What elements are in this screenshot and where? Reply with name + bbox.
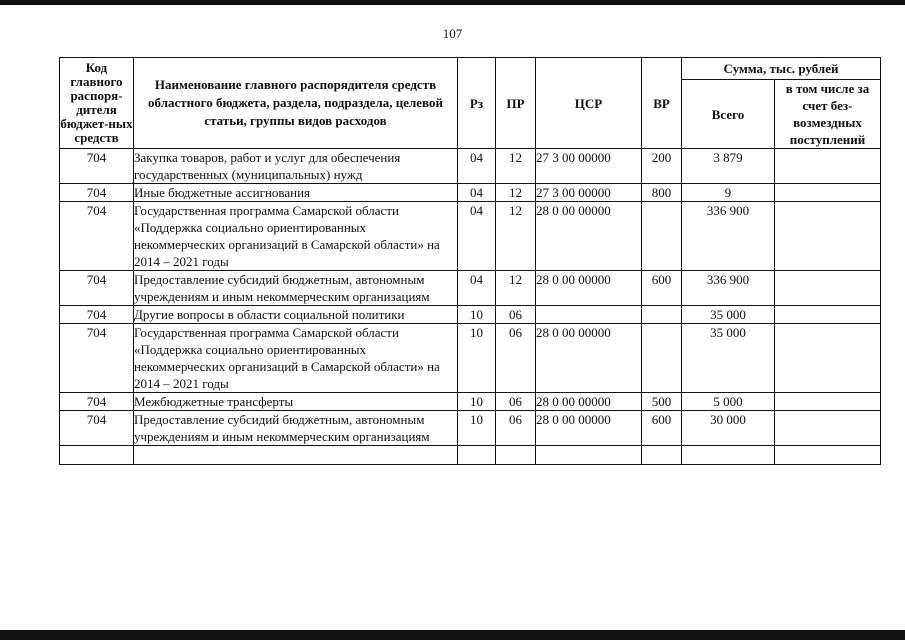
spacer-cell xyxy=(134,446,458,465)
name-cell: Предоставление субсидий бюджетным, автономным учреждениям и иным некоммерческим организациям xyxy=(134,411,458,446)
rz-cell: 04 xyxy=(458,149,496,184)
header-code: Код главного распоря-дителя бюджет-ных средств xyxy=(60,58,134,149)
spacer-cell xyxy=(642,446,682,465)
spacer-cell xyxy=(682,446,775,465)
pr-cell: 12 xyxy=(496,271,536,306)
header-total: Всего xyxy=(682,80,775,149)
total-cell: 9 xyxy=(682,184,775,202)
incl-cell xyxy=(775,271,881,306)
csr-cell: 28 0 00 00000 xyxy=(536,271,642,306)
code-cell: 704 xyxy=(60,324,134,393)
top-border xyxy=(0,0,905,5)
name-cell: Межбюджетные трансферты xyxy=(134,393,458,411)
table-bottom-spacer xyxy=(60,446,881,465)
rz-cell: 10 xyxy=(458,306,496,324)
table-row xyxy=(60,324,881,393)
table-row xyxy=(60,306,881,324)
table-row xyxy=(60,149,881,184)
pr-cell: 06 xyxy=(496,306,536,324)
table-body xyxy=(60,149,881,465)
vr-cell xyxy=(642,306,682,324)
table-row xyxy=(60,393,881,411)
spacer-cell xyxy=(458,446,496,465)
pr-cell: 06 xyxy=(496,324,536,393)
table-row xyxy=(60,202,881,271)
vr-cell: 600 xyxy=(642,271,682,306)
total-cell: 35 000 xyxy=(682,324,775,393)
header-sum: Сумма, тыс. рублей xyxy=(682,58,881,80)
vr-cell: 200 xyxy=(642,149,682,184)
spacer-cell xyxy=(536,446,642,465)
header-incl: в том числе за счет без-возмездных поступлений xyxy=(775,80,881,149)
code-cell: 704 xyxy=(60,202,134,271)
csr-cell: 28 0 00 00000 xyxy=(536,393,642,411)
rz-cell: 10 xyxy=(458,411,496,446)
header-vr: ВР xyxy=(642,58,682,149)
name-cell: Закупка товаров, работ и услуг для обеспечения государственных (муниципальных) нужд xyxy=(134,149,458,184)
page-number: 107 xyxy=(442,26,463,41)
table-row xyxy=(60,271,881,306)
pr-cell: 06 xyxy=(496,411,536,446)
name-cell: Другие вопросы в области социальной политики xyxy=(134,306,458,324)
incl-cell xyxy=(775,202,881,271)
table-row xyxy=(60,411,881,446)
csr-cell: 28 0 00 00000 xyxy=(536,202,642,271)
incl-cell xyxy=(775,149,881,184)
header-name: Наименование главного распорядителя средств областного бюджета, раздела, подраздела, целевой статьи, группы видов расходов xyxy=(134,58,458,149)
csr-cell: 27 3 00 00000 xyxy=(536,184,642,202)
rz-cell: 10 xyxy=(458,393,496,411)
pr-cell: 06 xyxy=(496,393,536,411)
total-cell: 336 900 xyxy=(682,271,775,306)
spacer-cell xyxy=(496,446,536,465)
incl-cell xyxy=(775,393,881,411)
csr-cell: 28 0 00 00000 xyxy=(536,411,642,446)
table-row xyxy=(60,184,881,202)
incl-cell xyxy=(775,184,881,202)
total-cell: 5 000 xyxy=(682,393,775,411)
name-cell: Государственная программа Самарской области «Поддержка социально ориентированных некоммерческих организаций в Самарской области» на 2014 – 2021 годы xyxy=(134,324,458,393)
rz-cell: 04 xyxy=(458,184,496,202)
rz-cell: 10 xyxy=(458,324,496,393)
csr-cell: 28 0 00 00000 xyxy=(536,324,642,393)
bottom-border xyxy=(0,630,905,640)
vr-cell: 600 xyxy=(642,411,682,446)
code-cell: 704 xyxy=(60,411,134,446)
incl-cell xyxy=(775,306,881,324)
name-cell: Государственная программа Самарской области «Поддержка социально ориентированных некоммерческих организаций в Самарской области» на 2014 – 2021 годы xyxy=(134,202,458,271)
budget-table xyxy=(59,57,881,465)
vr-cell xyxy=(642,202,682,271)
code-cell: 704 xyxy=(60,306,134,324)
vr-cell: 800 xyxy=(642,184,682,202)
total-cell: 35 000 xyxy=(682,306,775,324)
name-cell: Предоставление субсидий бюджетным, автономным учреждениям и иным некоммерческим организациям xyxy=(134,271,458,306)
incl-cell xyxy=(775,411,881,446)
rz-cell: 04 xyxy=(458,202,496,271)
header-rz: Рз xyxy=(458,58,496,149)
pr-cell: 12 xyxy=(496,149,536,184)
pr-cell: 12 xyxy=(496,202,536,271)
vr-cell xyxy=(642,324,682,393)
code-cell: 704 xyxy=(60,184,134,202)
spacer-cell xyxy=(775,446,881,465)
header-pr: ПР xyxy=(496,58,536,149)
total-cell: 3 879 xyxy=(682,149,775,184)
code-cell: 704 xyxy=(60,271,134,306)
incl-cell xyxy=(775,324,881,393)
code-cell: 704 xyxy=(60,393,134,411)
csr-cell: 27 3 00 00000 xyxy=(536,149,642,184)
csr-cell xyxy=(536,306,642,324)
name-cell: Иные бюджетные ассигнования xyxy=(134,184,458,202)
rz-cell: 04 xyxy=(458,271,496,306)
total-cell: 336 900 xyxy=(682,202,775,271)
spacer-cell xyxy=(60,446,134,465)
pr-cell: 12 xyxy=(496,184,536,202)
total-cell: 30 000 xyxy=(682,411,775,446)
vr-cell: 500 xyxy=(642,393,682,411)
code-cell: 704 xyxy=(60,149,134,184)
header-csr: ЦСР xyxy=(536,58,642,149)
